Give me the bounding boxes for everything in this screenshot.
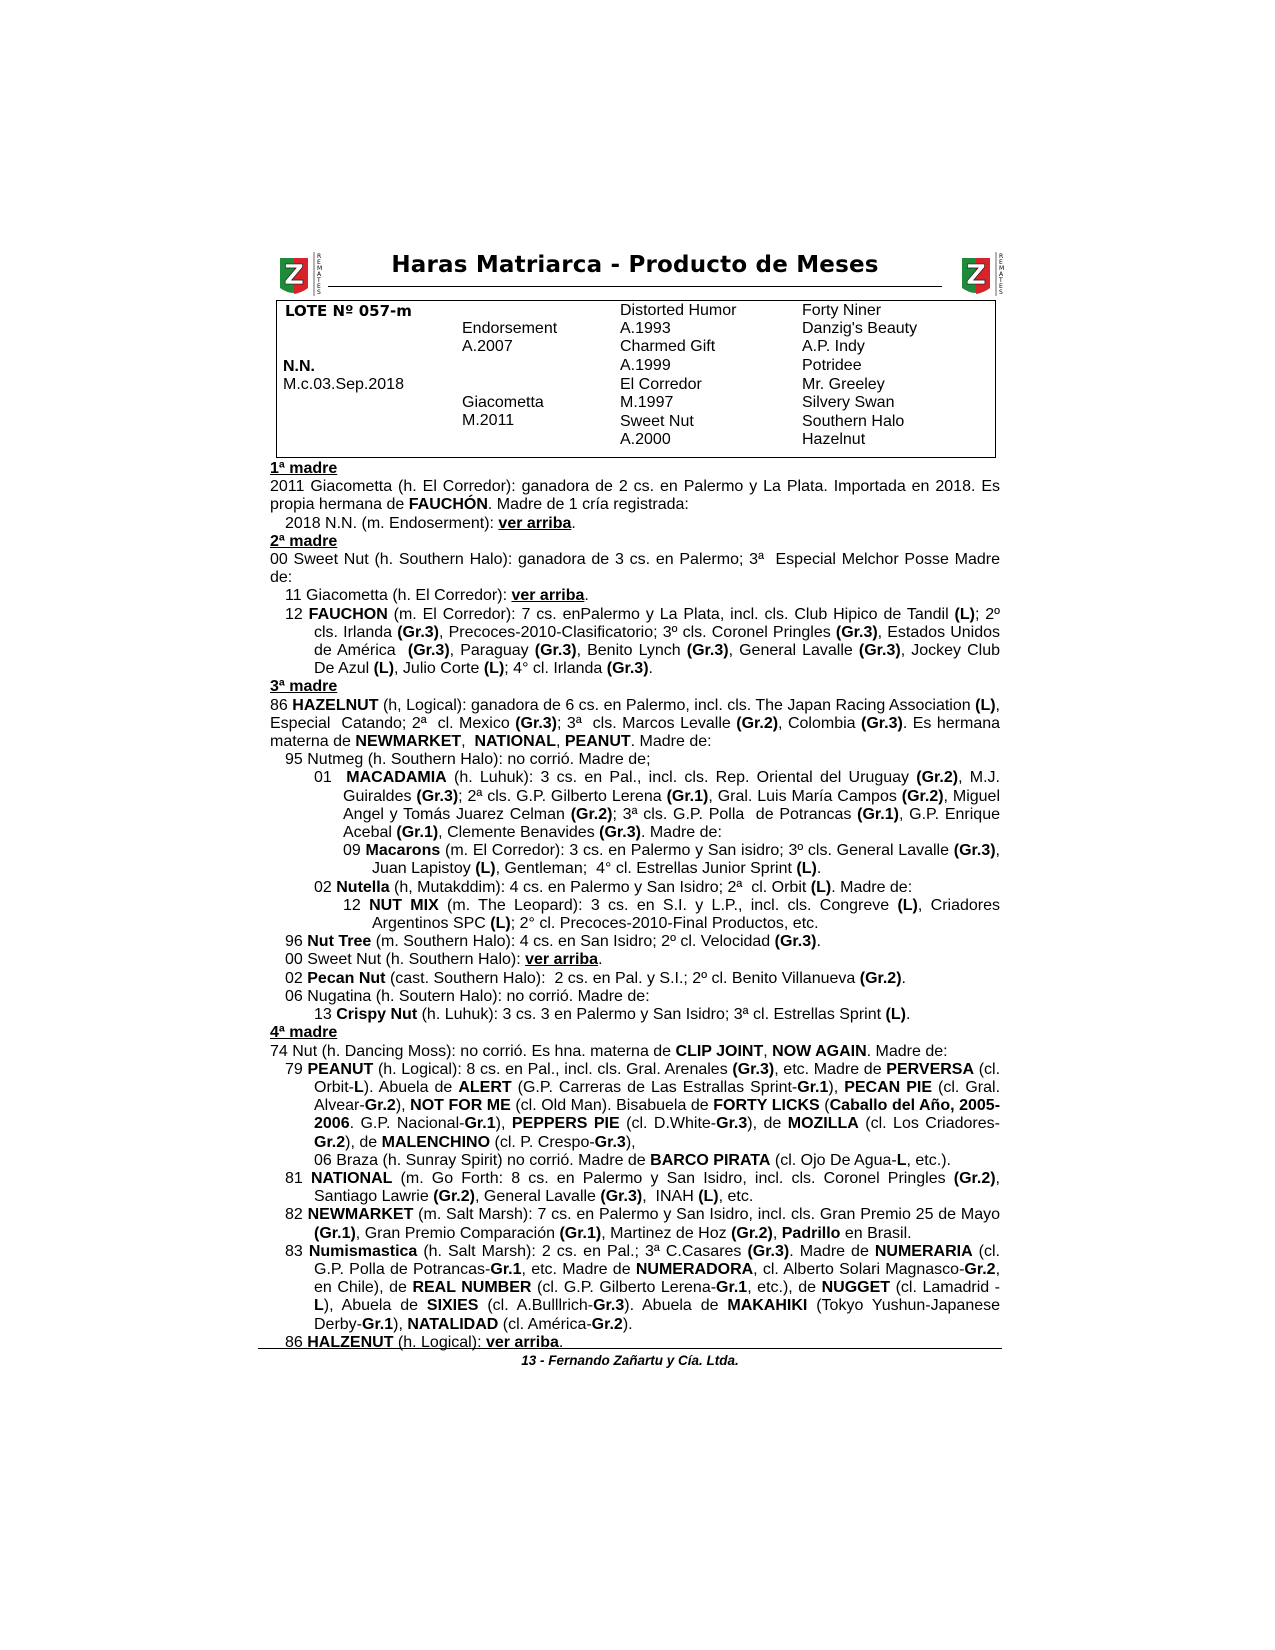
list-item: 12 NUT MIX (m. The Leopard): 3 cs. en S.I. y L.P., incl. cls. Congreve (L), Criadores Argentinos SPC (L); 2° cl. Precoces-2010-Final Productos, etc. [343,896,1001,933]
list-item: 86 HALZENUT (h. Logical): ver arriba. [285,1333,564,1351]
footer-divider [258,1348,1002,1349]
list-item: 02 Pecan Nut (cast. Southern Halo): 2 cs. en Pal. y S.I.; 2º cl. Benito Villanueva (Gr.2). [285,969,906,987]
grandsire-2: El Corredor [620,376,702,393]
svg-text:R: R [999,253,1004,260]
list-item: 96 Nut Tree (m. Southern Halo): 4 cs. en San Isidro; 2º cl. Velocidad (Gr.3). [285,933,821,951]
great-grandparent: Silvery Swan [802,394,895,411]
great-grandparent: Danzig's Beauty [802,320,918,337]
pedigree-box [276,300,996,458]
list-item: 79 PEANUT (h. Logical): 8 cs. en Pal., incl. cls. Gral. Arenales (Gr.3), etc. Madre de PERVERSA (cl. Orbit-L). Abuela de ALERT (G.P. Carreras de Las Estrallas Sprint-Gr.1), PECAN PIE (cl. Gral. Alvear-Gr.2), NOT FOR ME (cl. Old Man). Bisabuela de FORTY LICKS (Caballo del Año, 2005-2006. G.P. Nacional-Gr.1), PEPPERS PIE (cl. D.White-Gr.3), de MOZILLA (cl. Los Criadores-Gr.2), de MALENCHINO (cl. P. Crespo-Gr.3), [285,1060,1001,1151]
zr-logo-left-icon [272,250,324,298]
dam-paragraph: 74 Nut (h. Dancing Moss): no corrió. Es hna. materna de CLIP JOINT, NOW AGAIN. Madre de: [270,1042,948,1060]
list-item: 00 Sweet Nut (h. Southern Halo): ver arriba. [285,951,603,969]
svg-text:A: A [317,271,322,278]
section-heading: 4ª madre [270,1024,338,1042]
list-item: 06 Braza (h. Sunray Spirit) no corrió. Madre de BARCO PIRATA (cl. Ojo De Agua-L, etc.). [314,1151,951,1169]
section-heading: 1ª madre [270,460,338,477]
list-item: 01 MACADAMIA (h. Luhuk): 3 cs. en Pal., incl. cls. Rep. Oriental del Uruguay (Gr.2), M.J. Guiraldes (Gr.3); 2ª cls. G.P. Gilberto Lerena (Gr.1), Gral. Luis María Campos (Gr.2), Miguel Angel y Tomás Juarez Celman (Gr.2); 3ª cls. G.P. Polla de Potrancas (Gr.1), G.P. Enrique Acebal (Gr.1), Clemente Benavides (Gr.3). Madre de: [314,769,1001,842]
section-heading: 3ª madre [270,678,338,696]
list-item: 02 Nutella (h, Mutakddim): 4 cs. en Palermo y San Isidro; 2ª cl. Orbit (L). Madre de: [314,878,913,896]
grandsire-1-year: A.1993 [620,320,671,337]
great-grandparent: Potridee [802,357,862,374]
catalog-page [270,240,1005,1352]
list-item: 82 NEWMARKET (m. Salt Marsh): 7 cs. en Palermo y San Isidro, incl. cls. Gran Premio 25 de Mayo (Gr.1), Gran Premio Comparación (Gr.1), Martinez de Hoz (Gr.2), Padrillo en Brasil. [285,1206,1000,1242]
granddam-1-year: A.1999 [620,357,671,374]
svg-text:E: E [999,283,1003,290]
list-item: 11 Giacometta (h. El Corredor): ver arriba. [285,587,589,605]
list-item: 83 Numismastica (h. Salt Marsh): 2 cs. en Pal.; 3ª C.Casares (Gr.3). Madre de NUMERARIA (cl. G.P. Polla de Potrancas-Gr.1, etc. Madre de NUMERADORA, cl. Alberto Solari Magnasco-Gr.2, en Chile), de REAL NUMBER (cl. G.P. Gilberto Lerena-Gr.1, etc.), de NUGGET (cl. Lamadrid -L), Abuela de SIXIES (cl. A.Bulllrich-Gr.3). Abuela de MAKAHIKI (Tokyo Yushun-Japanese Derby-Gr.1), NATALIDAD (cl. América-Gr.2). [285,1242,1001,1333]
svg-text:R: R [317,253,322,260]
list-item: 09 Macarons (m. El Corredor): 3 cs. en Palermo y San isidro; 3º cls. General Lavalle (Gr.3), Juan Lapistoy (L), Gentleman; 4° cl. Estrellas Junior Sprint (L). [343,842,1000,878]
foal-birth: M.c.03.Sep.2018 [283,376,404,393]
dam-year: M.2011 [462,412,515,429]
list-item: 13 Crispy Nut (h. Luhuk): 3 cs. 3 en Palermo y San Isidro; 3ª cl. Estrellas Sprint (L). [314,1006,911,1024]
sire-year: A.2007 [462,338,513,355]
lot-number: LOTE Nº 057-m [285,302,412,320]
svg-text:T: T [999,277,1003,284]
granddam-2: Sweet Nut [620,413,694,430]
svg-text:M: M [317,265,323,272]
svg-text:S: S [999,289,1003,296]
list-item: 95 Nutmeg (h. Southern Halo): no corrió. Madre de; [285,751,651,769]
zr-logo-right-icon [954,250,1006,298]
dam-paragraph: 00 Sweet Nut (h. Southern Halo): ganadora de 3 cs. en Palermo; 3ª Especial Melchor Posse Madre de: [270,551,1000,587]
granddam-1: Charmed Gift [620,338,716,355]
great-grandparent: A.P. Indy [802,338,865,355]
svg-text:M: M [999,265,1005,272]
svg-text:E: E [999,259,1003,266]
dam-paragraph: 86 HAZELNUT (h, Logical): ganadora de 6 cs. en Palermo, incl. cls. The Japan Racing Association (L), Especial Catando; 2ª cl. Mexico (Gr.3); 3ª cls. Marcos Levalle (Gr.2), Colombia (Gr.3). Es hermana materna de NEWMARKET, NATIONAL, PEANUT. Madre de: [270,696,1001,751]
svg-text:A: A [999,271,1004,278]
grandsire-2-year: M.1997 [620,394,674,411]
svg-text:Z: Z [965,258,987,291]
svg-text:E: E [317,259,321,266]
list-item: 06 Nugatina (h. Soutern Halo): no corrió. Madre de: [285,987,650,1005]
svg-text:Z: Z [283,258,305,291]
great-grandparent: Hazelnut [802,431,866,448]
list-item: 2018 N.N. (m. Endoserment): ver arriba. [285,514,576,532]
granddam-2-year: A.2000 [620,431,671,448]
grandsire-1: Distorted Humor [620,302,737,319]
list-item: 12 FAUCHON (m. El Corredor): 7 cs. enPalermo y La Plata, incl. cls. Club Hipico de Tandil (L); 2º cls. Irlanda (Gr.3), Precoces-2010-Clasificatorio; 3º cls. Coronel Pringles (Gr.3), Estados Unidos de América (Gr.3), Paraguay (Gr.3), Benito Lynch (Gr.3), General Lavalle (Gr.3), Jockey Club De Azul (L), Julio Corte (L); 4° cl. Irlanda (Gr.3). [285,605,1001,678]
produce-record [270,460,1000,1352]
svg-text:T: T [317,277,321,284]
page-title: Haras Matriarca - Producto de Meses [391,252,879,278]
dam-paragraph: 2011 Giacometta (h. El Corredor): ganadora de 2 cs. en Palermo y La Plata. Importada en 2018. Es propia hermana de FAUCHÓN. Madre de 1 cría registrada: [270,478,1000,514]
foal-name: N.N. [283,358,315,375]
great-grandparent: Forty Niner [802,302,882,319]
great-grandparent: Southern Halo [802,413,905,430]
svg-text:E: E [317,283,321,290]
sire-name: Endorsement [462,320,558,337]
section-heading: 2ª madre [270,532,338,550]
svg-text:S: S [317,289,321,296]
page-header [270,240,1005,296]
list-item: 81 NATIONAL (m. Go Forth: 8 cs. en Palermo y San Isidro, incl. cls. Coronel Pringles (Gr.2), Santiago Lawrie (Gr.2), General Lavalle (Gr.3), INAH (L), etc. [285,1169,1000,1206]
dam-name: Giacometta [462,394,544,411]
page-footer: 13 - Fernando Zañartu y Cía. Ltda. [521,1353,739,1368]
title-divider [328,286,942,287]
great-grandparent: Mr. Greeley [802,376,885,393]
